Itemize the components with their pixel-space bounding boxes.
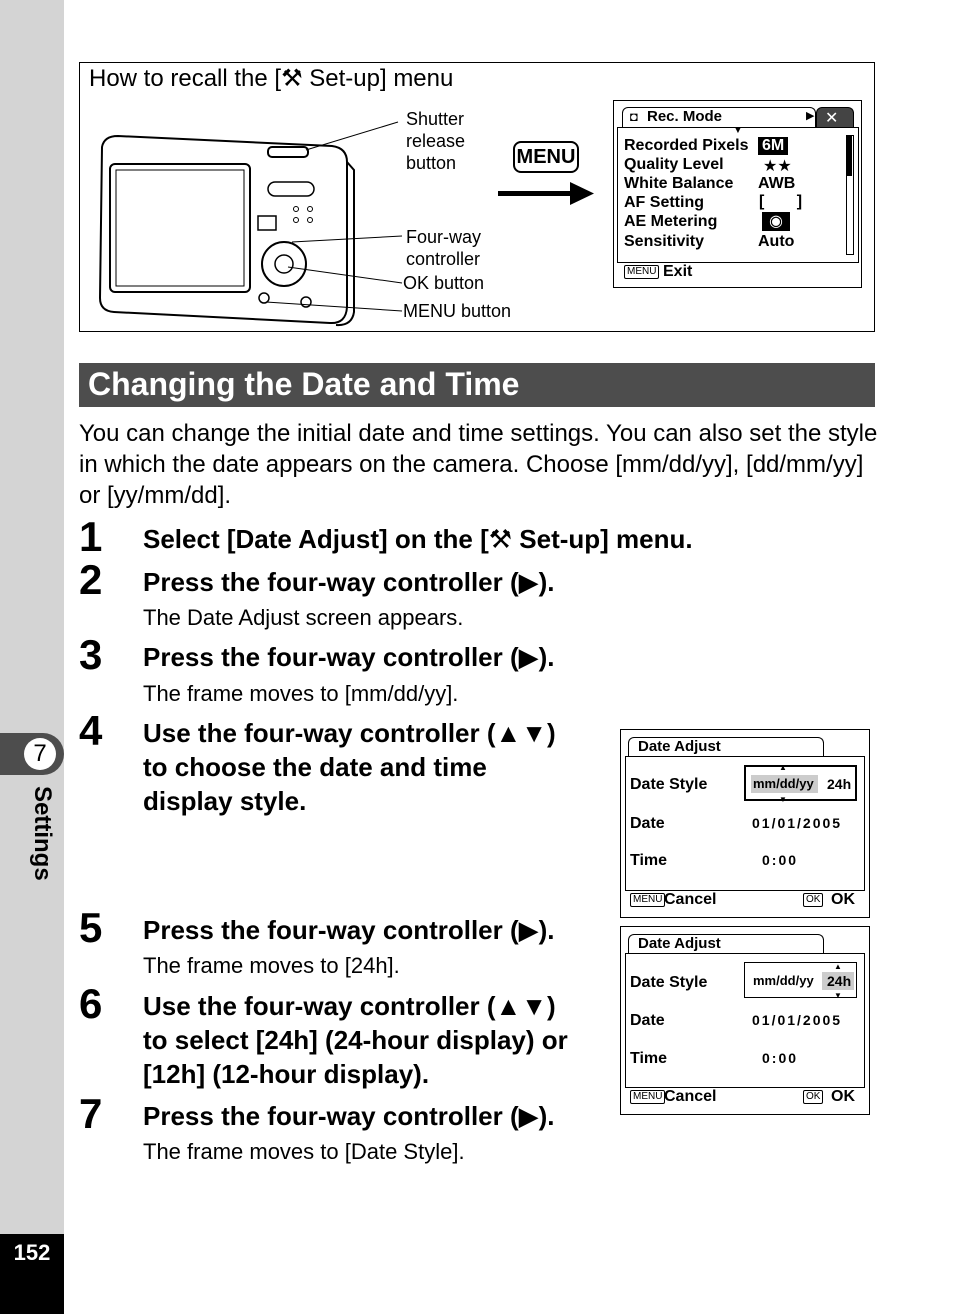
step-2-number: 2 (79, 556, 103, 603)
exit-label: Exit (663, 263, 693, 280)
step-4-text: Use the four-way controller (▲▼) to choose the date and time display style. (143, 718, 556, 816)
chapter-label: Settings (29, 786, 56, 881)
time-value-1: 0:00 (762, 852, 799, 868)
chapter-sidebar (0, 0, 64, 1314)
time-value-2: 0:00 (762, 1050, 799, 1066)
time-label-2: Time (630, 1050, 668, 1067)
clock-value-1: 24h (827, 776, 852, 792)
value-white-balance: AWB (758, 175, 796, 192)
step-3-number: 3 (79, 631, 103, 678)
setup-tab-icon: ✕ (825, 110, 839, 127)
section-title: Changing the Date and Time (88, 366, 520, 402)
cancel-label-1: Cancel (664, 891, 717, 908)
intro-paragraph: You can change the initial date and time settings. You can also set the style in which the date appears on the camera. Choose [mm/dd/yy], [dd/mm/yy] or [yy/mm/dd]. (79, 420, 878, 509)
date-value-2: 01/01/2005 (752, 1012, 843, 1028)
rec-mode-tab-label: Rec. Mode (647, 108, 723, 125)
menu-badge-1: MENU (630, 893, 665, 907)
menu-button-label: MENU button (403, 301, 512, 321)
menu-badge-2: MENU (630, 1090, 665, 1104)
step-3-sub: The frame moves to [mm/dd/yy]. (143, 681, 459, 706)
step-5-number: 5 (79, 904, 103, 951)
step-1-number: 1 (79, 513, 103, 560)
step-6-text: Use the four-way controller (▲▼) to select [24h] (24-hour display) or [12h] (12-hour display). (143, 991, 568, 1089)
step-1-text: Select [Date Adjust] on the [⚒ Set-up] menu. (143, 524, 693, 554)
menu-key: MENU (513, 141, 579, 173)
camera-icon (92, 112, 412, 328)
up-triangle-icon: ▲ (779, 763, 787, 772)
date-style-value-1: mm/dd/yy (753, 776, 814, 791)
date-style-label-1: Date Style (630, 776, 708, 793)
fourway-label: Four-way controller (406, 227, 482, 269)
ok-badge-2: OK (803, 1090, 823, 1104)
tab-arrow-icon: ▶ (806, 110, 815, 122)
row-recorded-pixels: Recorded Pixels (624, 137, 749, 154)
date-style-label-2: Date Style (630, 974, 708, 991)
value-quality-level: ★★ (763, 158, 792, 175)
ok-button-label: OK button (403, 273, 485, 293)
down-triangle-icon: ▼ (779, 795, 787, 804)
date-adjust-title-1: Date Adjust (638, 738, 721, 755)
value-recorded-pixels: 6M (758, 137, 788, 155)
value-ae-metering: ◉ (762, 212, 790, 231)
step-7-text: Press the four-way controller (▶). (143, 1101, 555, 1131)
up-triangle-icon: ▲ (834, 962, 842, 971)
value-af-setting: [ ] (759, 193, 817, 210)
row-quality-level: Quality Level (624, 156, 724, 173)
value-sensitivity: Auto (758, 233, 795, 250)
arrow-right-icon (498, 180, 598, 208)
ok-label-1: OK (831, 891, 855, 908)
row-white-balance: White Balance (624, 175, 734, 192)
clock-value-2: 24h (827, 973, 852, 989)
step-7-sub: The frame moves to [Date Style]. (143, 1139, 465, 1164)
step-4-number: 4 (79, 707, 103, 754)
date-style-value-2: mm/dd/yy (753, 973, 814, 988)
scrollbar-thumb (847, 136, 852, 176)
down-triangle-icon: ▼ (733, 125, 743, 136)
row-sensitivity: Sensitivity (624, 233, 705, 250)
date-value-1: 01/01/2005 (752, 815, 843, 831)
step-6-number: 6 (79, 980, 103, 1027)
date-adjust-title-2: Date Adjust (638, 935, 721, 952)
step-3-text: Press the four-way controller (▶). (143, 642, 555, 672)
page-number: 152 (13, 1240, 51, 1265)
step-5-text: Press the four-way controller (▶). (143, 915, 555, 945)
ok-label-2: OK (831, 1088, 855, 1105)
step-2-text: Press the four-way controller (▶). (143, 567, 555, 597)
step-2-sub: The Date Adjust screen appears. (143, 605, 464, 630)
step-5-sub: The frame moves to [24h]. (143, 953, 400, 978)
date-label-2: Date (630, 1012, 665, 1029)
recall-title: How to recall the [⚒ Set-up] menu (89, 65, 454, 92)
row-ae-metering: AE Metering (624, 213, 718, 230)
cancel-label-2: Cancel (664, 1088, 717, 1105)
date-label-1: Date (630, 815, 665, 832)
chapter-number: 7 (24, 738, 56, 770)
down-triangle-icon: ▼ (834, 991, 842, 1000)
ok-badge-1: OK (803, 893, 823, 907)
camera-small-icon: ◘ (630, 109, 638, 124)
time-label-1: Time (630, 852, 668, 869)
shutter-label: Shutter release button (406, 109, 466, 173)
step-7-number: 7 (79, 1090, 103, 1137)
menu-badge: MENU (624, 265, 659, 279)
row-af-setting: AF Setting (624, 194, 704, 211)
